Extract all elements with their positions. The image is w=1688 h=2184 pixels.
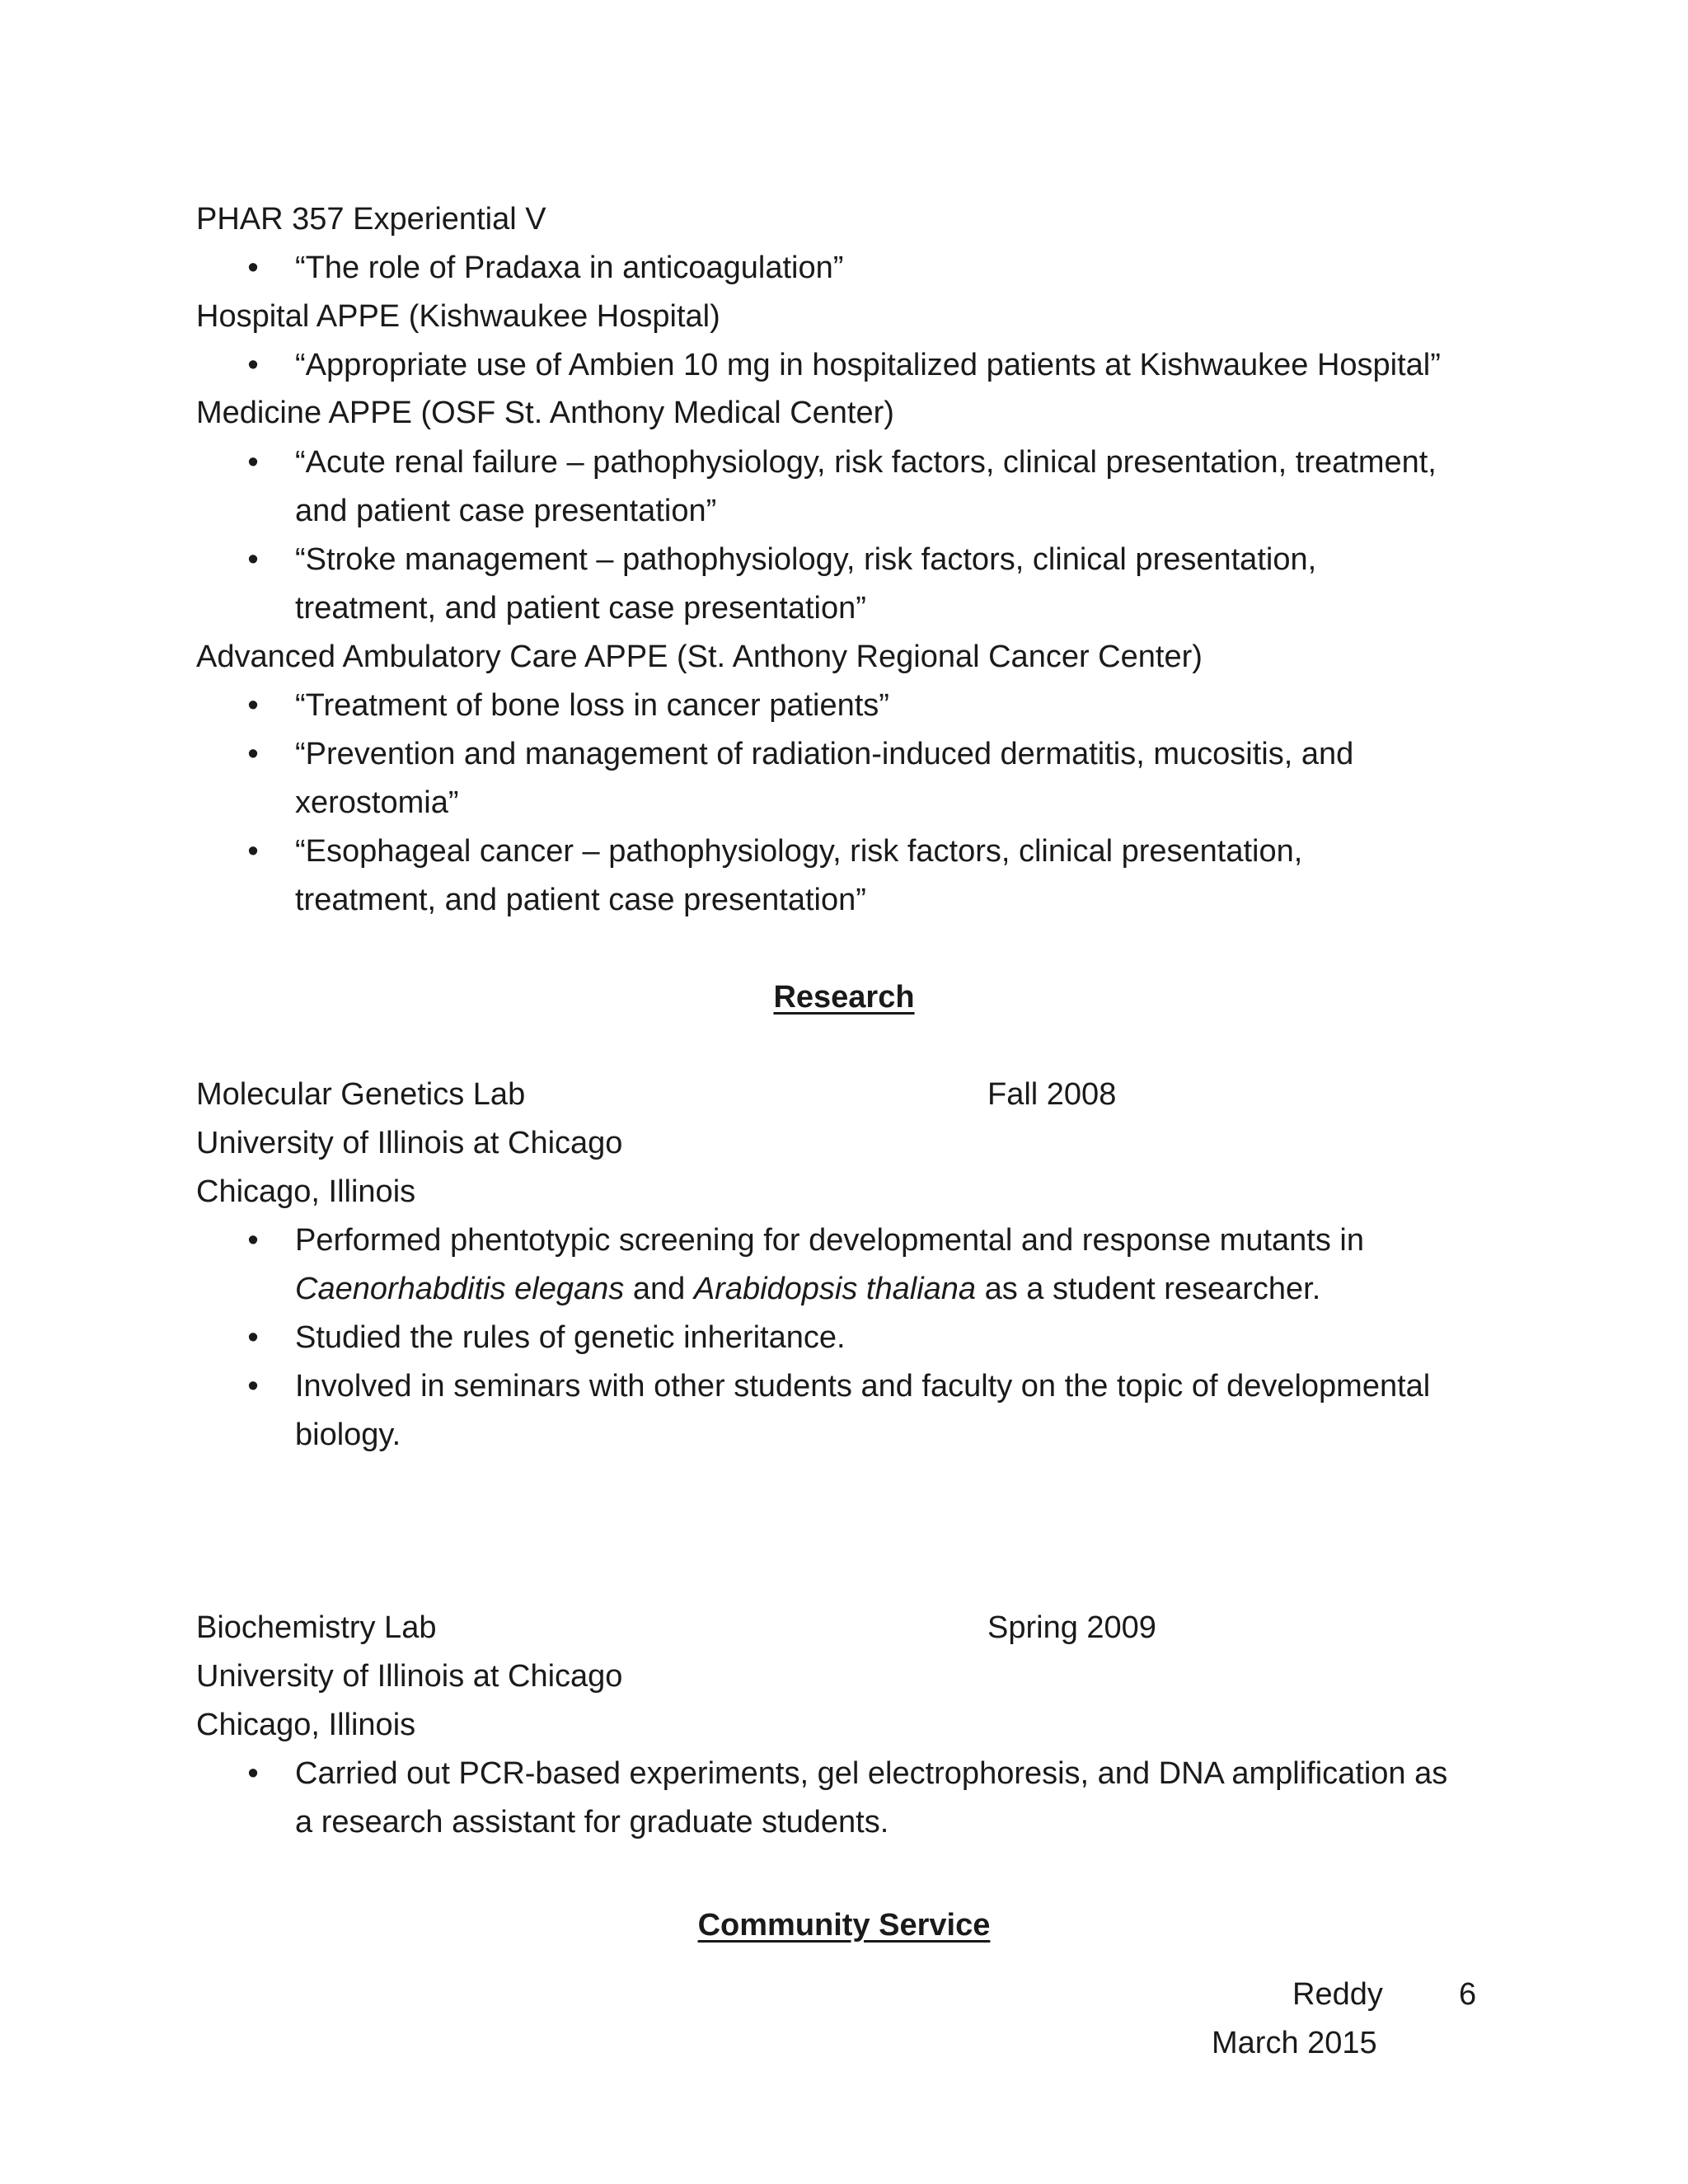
list-item-continuation: and patient case presentation” (295, 494, 717, 528)
bullet-icon: • (247, 348, 259, 382)
lab-institution: University of Illinois at Chicago (196, 1126, 623, 1160)
section-title-ambulatory: Advanced Ambulatory Care APPE (St. Anthony Regional Cancer Center) (196, 640, 1203, 674)
lab-name: Biochemistry Lab (196, 1610, 437, 1645)
list-item: Involved in seminars with other students and faculty on the topic of developmental (295, 1369, 1431, 1404)
bullet-icon: • (247, 445, 259, 480)
conjunction-text: and (632, 1272, 686, 1306)
bullet-icon: • (247, 737, 259, 771)
list-item: Carried out PCR-based experiments, gel electrophoresis, and DNA amplification as (295, 1756, 1448, 1791)
list-item-continuation (295, 1264, 1320, 1314)
bullet-icon: • (247, 251, 259, 285)
species-name: Arabidopsis thaliana (693, 1272, 977, 1306)
list-item-continuation: a research assistant for graduate students. (295, 1805, 889, 1840)
list-item: “Treatment of bone loss in cancer patients” (295, 688, 889, 723)
bullet-icon: • (247, 1320, 259, 1355)
list-item: “Appropriate use of Ambien 10 mg in hospitalized patients at Kishwaukee Hospital” (295, 348, 1441, 382)
footer-name: Reddy (1292, 1977, 1383, 2012)
list-item: Performed phentotypic screening for developmental and response mutants in (295, 1223, 1364, 1258)
bullet-icon: • (247, 542, 259, 577)
lab-name: Molecular Genetics Lab (196, 1077, 526, 1112)
lab-date: Fall 2008 (987, 1077, 1117, 1112)
section-heading-community-service: Community Service (697, 1908, 991, 1943)
list-item: “The role of Pradaxa in anticoagulation” (295, 251, 844, 285)
footer-page-number: 6 (1459, 1977, 1477, 2012)
lab-location: Chicago, Illinois (196, 1708, 416, 1742)
list-item-continuation: treatment, and patient case presentation” (295, 883, 866, 917)
list-item: “Stroke management – pathophysiology, risk factors, clinical presentation, (295, 542, 1317, 577)
lab-date: Spring 2009 (987, 1610, 1156, 1645)
species-name: Caenorhabditis elegans (295, 1272, 625, 1306)
lab-institution: University of Illinois at Chicago (196, 1659, 623, 1694)
list-item: “Esophageal cancer – pathophysiology, risk factors, clinical presentation, (295, 834, 1303, 869)
lab-location: Chicago, Illinois (196, 1174, 416, 1209)
bullet-icon: • (247, 1223, 259, 1258)
list-item-continuation: biology. (295, 1418, 401, 1452)
list-item-continuation: treatment, and patient case presentation” (295, 591, 866, 626)
item-tail-text: as a student researcher. (984, 1272, 1321, 1306)
bullet-icon: • (247, 688, 259, 723)
list-item: “Prevention and management of radiation-induced dermatitis, mucositis, and (295, 737, 1354, 771)
list-item: “Acute renal failure – pathophysiology, risk factors, clinical presentation, treatment, (295, 445, 1437, 480)
section-title-phar357: PHAR 357 Experiential V (196, 202, 546, 237)
bullet-icon: • (247, 834, 259, 869)
section-title-hospital: Hospital APPE (Kishwaukee Hospital) (196, 299, 720, 334)
list-item-continuation: xerostomia” (295, 785, 459, 820)
bullet-icon: • (247, 1369, 259, 1404)
footer-date: March 2015 (1212, 2026, 1377, 2060)
bullet-icon: • (247, 1756, 259, 1791)
list-item: Studied the rules of genetic inheritance. (295, 1320, 846, 1355)
section-title-medicine: Medicine APPE (OSF St. Anthony Medical Center) (196, 396, 894, 430)
section-heading-research: Research (773, 980, 915, 1015)
